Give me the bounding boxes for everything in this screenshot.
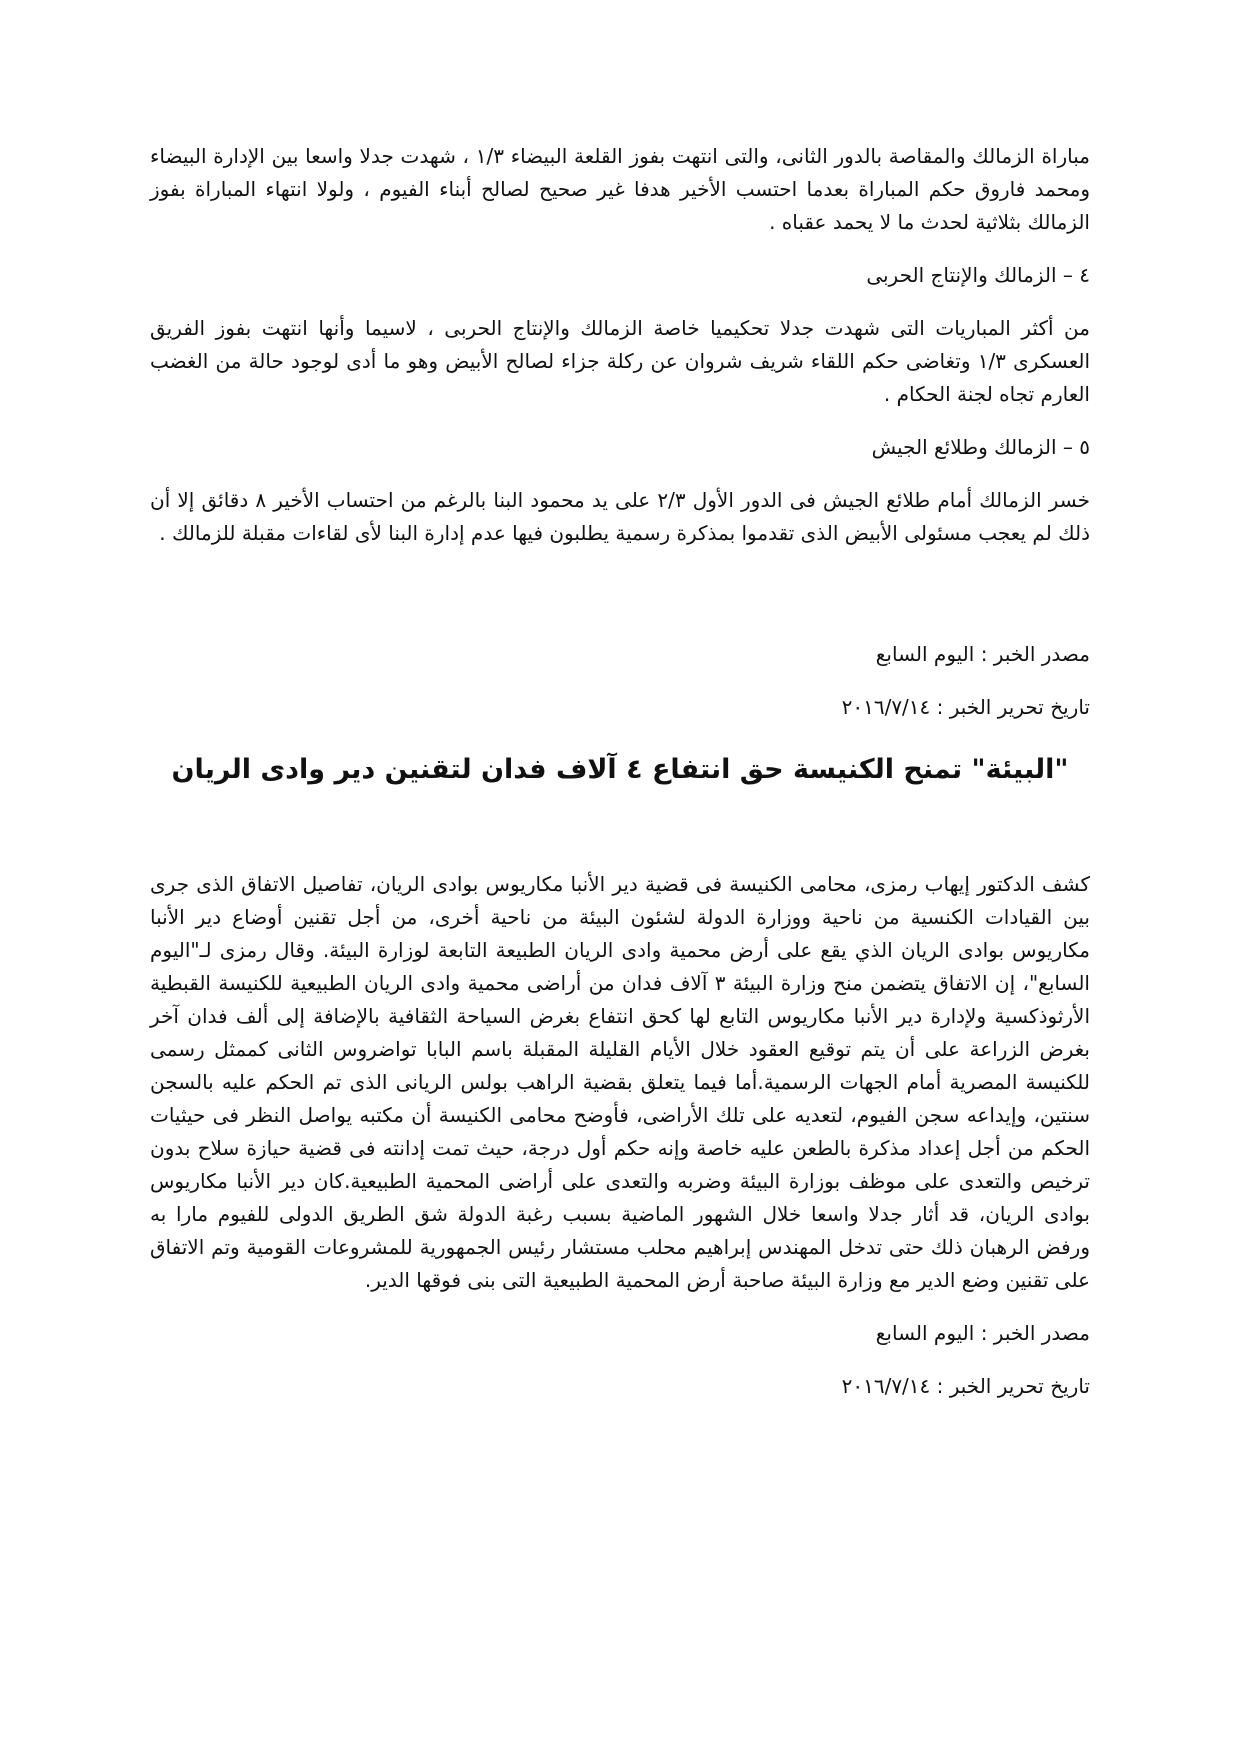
article1-paragraph-2: من أكثر المباريات التى شهدت جدلا تحكيميا خاصة الزمالك والإنتاج الحربى ، لاسيما وأنها انتهت بفوز الفريق العسكرى ١/٣ وتغاضى حكم اللقاء شريف شروان عن ركلة جزاء لصالح الأبيض وهو ما أدى لوجود حالة من الغضب العارم تجاه لجنة الحكام .	[150, 316, 1090, 406]
article1-heading-5: ٥ – الزمالك وطلائع الجيش	[871, 435, 1090, 459]
article2-title: "البيئة" تمنح الكنيسة حق انتفاع ٤ آلاف فدان لتقنين دير وادى الريان	[171, 754, 1069, 785]
article2-source: مصدر الخبر : اليوم السابع	[875, 1321, 1090, 1345]
article1-heading-4: ٤ – الزمالك والإنتاج الحربى	[866, 263, 1090, 287]
article2-body: كشف الدكتور إيهاب رمزى، محامى الكنيسة فى قضية دير الأنبا مكاريوس بوادى الريان، تفاصيل الاتفاق الذى جرى بين القيادات الكنسية من ناحية ووزارة الدولة لشئون البيئة من ناحية أخرى، من أجل تقنين أوضاع دير الأنبا مكاريوس بوادى الريان الذي يقع على أرض محمية وادى الريان الطبيعة التابعة لوزارة البيئة. وقال رمزى لـ"اليوم السابع"، إن الاتفاق يتضمن منح وزارة البيئة ٣ آلاف فدان من أراضى محمية وادى الريان الطبيعية للكنيسة القبطية الأرثوذكسية ولإدارة دير الأنبا مكاريوس التابع لها كحق انتفاع بغرض السياحة الثقافية بالإضافة إلى ألف فدان آخر بغرض الزراعة على أن يتم توقيع العقود خلال الأيام القليلة المقبلة باسم البابا تواضروس الثانى كممثل رسمى للكنيسة المصرية أمام الجهات الرسمية.أما فيما يتعلق بقضية الراهب بولس الريانى الذى تم الحكم عليه بالسجن سنتين، وإيداعه سجن الفيوم، لتعديه على تلك الأراضى، فأوضح محامى الكنيسة أن مكتبه يواصل النظر فى حيثيات الحكم من أجل إعداد مذكرة بالطعن عليه خاصة وإنه حكم أول درجة، حيث تمت إدانته فى قضية حيازة سلاح بدون ترخيص والتعدى على موظف بوزارة البيئة وضربه والتعدى على أراضى المحمية الطبيعية.كان دير الأنبا مكاريوس بوادى الريان، قد أثار جدلا واسعا خلال الشهور الماضية بسبب رغبة الدولة شق الطريق الدولى للفيوم مارا به ورفض الرهبان ذلك حتى تدخل المهندس إبراهيم محلب مستشار رئيس الجمهورية للمشروعات القومية وتم الاتفاق على تقنين وضع الدير مع وزارة البيئة صاحبة أرض المحمية الطبيعية التى بنى فوقها الدير.	[150, 872, 1090, 1292]
article2-date: تاريخ تحرير الخبر : ٢٠١٦/٧/١٤	[841, 1374, 1090, 1398]
article1-date: تاريخ تحرير الخبر : ٢٠١٦/٧/١٤	[841, 695, 1090, 719]
article1-paragraph-3: خسر الزمالك أمام طلائع الجيش فى الدور الأول ٢/٣ على يد محمود البنا بالرغم من احتساب الأخير ٨ دقائق إلا أن ذلك لم يعجب مسئولى الأبيض الذى تقدموا بمذكرة رسمية يطلبون فيها عدم إدارة البنا لأى لقاءات مقبلة للزمالك .	[150, 488, 1091, 545]
article1-source: مصدر الخبر : اليوم السابع	[875, 642, 1090, 666]
article1-paragraph-1: مباراة الزمالك والمقاصة بالدور الثانى، والتى انتهت بفوز القلعة البيضاء ١/٣ ، شهدت جدلا واسعا بين الإدارة البيضاء ومحمد فاروق حكم المباراة بعدما احتسب الأخير هدفا غير صحيح لصالح أبناء الفيوم ، ولولا انتهاء المباراة بفوز الزمالك بثلاثية لحدث ما لا يحمد عقباه .	[150, 144, 1090, 234]
document-page	[150, 140, 1090, 1403]
